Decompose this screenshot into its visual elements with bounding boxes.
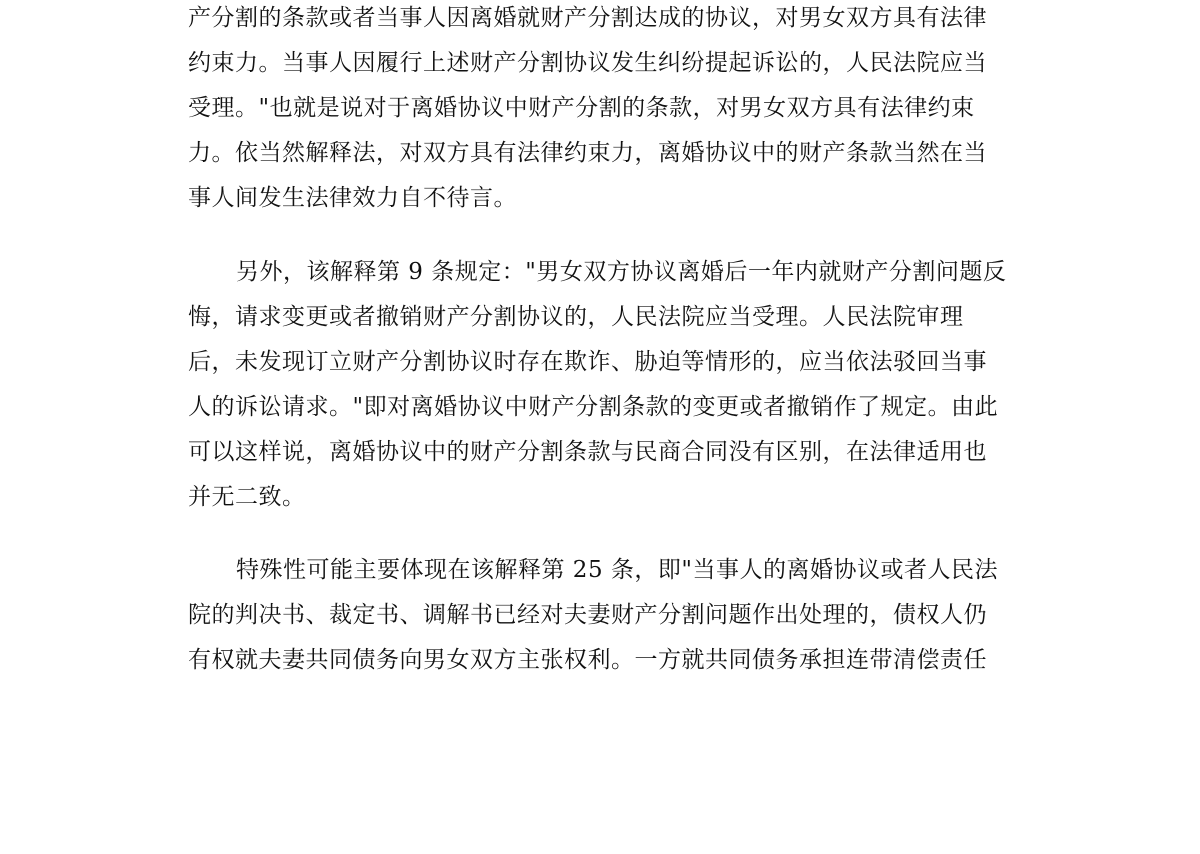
paragraph-line: 力。依当然解释法，对双方具有法律约束力，离婚协议中的财产条款当然在当 xyxy=(188,140,987,166)
paragraph-line: 悔，请求变更或者撤销财产分割协议的，人民法院应当受理。人民法院审理 xyxy=(188,304,964,330)
paragraph-3 xyxy=(188,548,1068,683)
paragraph-line: 特殊性可能主要体现在该解释第 25 条，即"当事人的离婚协议或者人民法 xyxy=(236,557,998,583)
paragraph-line: 另外，该解释第 9 条规定："男女双方协议离婚后一年内就财产分割问题反 xyxy=(236,259,1007,285)
paragraph-2 xyxy=(188,250,1068,520)
paragraph-line: 后，未发现订立财产分割协议时存在欺诈、胁迫等情形的，应当依法驳回当事 xyxy=(188,349,987,375)
paragraph-line: 事人间发生法律效力自不待言。 xyxy=(188,185,517,211)
paragraph-line: 产分割的条款或者当事人因离婚就财产分割达成的协议，对男女双方具有法律 xyxy=(188,5,987,31)
paragraph-1 xyxy=(188,0,1068,221)
paragraph-line: 院的判决书、裁定书、调解书已经对夫妻财产分割问题作出处理的，债权人仍 xyxy=(188,602,987,628)
paragraph-line: 可以这样说，离婚协议中的财产分割条款与民商合同没有区别，在法律适用也 xyxy=(188,439,987,465)
paragraph-line: 并无二致。 xyxy=(188,484,306,510)
paragraph-line: 有权就夫妻共同债务向男女双方主张权利。一方就共同债务承担连带清偿责任 xyxy=(188,647,987,673)
paragraph-line: 人的诉讼请求。"即对离婚协议中财产分割条款的变更或者撤销作了规定。由此 xyxy=(188,394,999,420)
paragraph-line: 约束力。当事人因履行上述财产分割协议发生纠纷提起诉讼的，人民法院应当 xyxy=(188,50,987,76)
paragraph-line: 受理。"也就是说对于离婚协议中财产分割的条款，对男女双方具有法律约束 xyxy=(188,95,975,121)
